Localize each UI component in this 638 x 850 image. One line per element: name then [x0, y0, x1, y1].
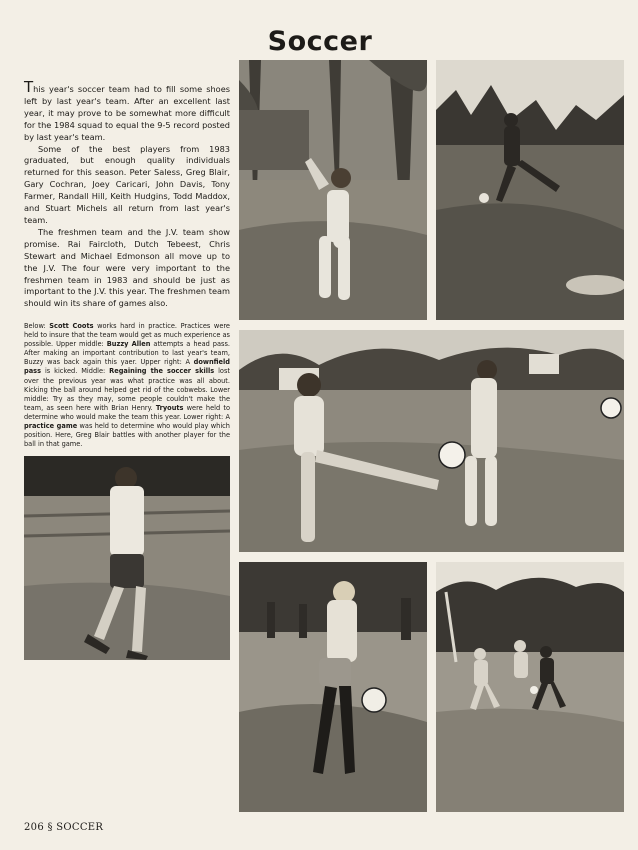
photo-upper-middle	[239, 60, 427, 320]
caption-bold-name: Buzzy Allen	[106, 340, 151, 349]
paragraph-1-text: his year's soccer team had to fill some shoes left by last year's team. After an excellent last year, it may prove to be somewhat more difficult for the 1984 squad to equal the 9-5 record posted by last year's team.	[24, 84, 230, 142]
paragraph-1	[24, 78, 230, 144]
caption-text: is kicked. Middle:	[41, 367, 110, 376]
caption-bold-phrase: practice game	[24, 422, 78, 431]
paragraph-2: Some of the best players from 1983 graduated, but enough quality individuals returned for this season. Peter Saless, Greg Blair, Gary Cochran, Joey Caricari, John Davis, Tony Farmer, Randall Hill, Keith Hudgins, Todd Maddox, and Stuart Michels all return from last year's team.	[24, 143, 230, 225]
article-body	[24, 78, 230, 310]
caption-bold-phrase: Tryouts	[155, 403, 184, 412]
caption-text: were held to determine who would make the team this year. Lower right: A	[24, 403, 230, 421]
photo-lower-middle	[239, 562, 427, 812]
caption-text: Below:	[24, 322, 50, 330]
photo-lower-right	[436, 562, 624, 812]
drop-cap: T	[24, 78, 34, 96]
caption-text: works hard in practice. Practices were held to insure that the team would get as much experience as possible. Upper middle:	[24, 322, 230, 349]
page-footer: 206 § SOCCER	[24, 822, 104, 833]
caption-bold-name: Scott Coots	[49, 322, 94, 330]
paragraph-3: The freshmen team and the J.V. team show promise. Rai Faircloth, Dutch Tebeest, Chris Stewart and Michael Edmonson all move up to the J.V. The four were very important to the freshmen team in 1983 and should be just as important to the J.V. this year. The freshmen team should win its share of games also.	[24, 226, 230, 309]
photo-caption	[24, 322, 230, 449]
photo-lower-left	[24, 456, 230, 660]
caption-bold-phrase: downfield pass	[24, 358, 230, 376]
caption-bold-phrase: Regaining the soccer skills	[109, 367, 215, 376]
caption-text: attempts a head pass. After making an important contribution to last year's team, Buzzy was back again this yaer. Upper right: A	[24, 340, 230, 367]
photo-upper-right	[436, 60, 624, 320]
page-title: Soccer	[267, 26, 373, 57]
caption-text: was held to determine who would play which position. Here, Greg Blair battles with another player for the ball in that game.	[24, 422, 230, 449]
caption-text: lost over the previous year was what practice was all about. Kicking the ball around helped get rid of the cobwebs. Lower middle: Try as they may, some people couldn't make the team, as seen here with Brian Henry.	[24, 367, 230, 412]
photo-middle	[239, 330, 624, 552]
